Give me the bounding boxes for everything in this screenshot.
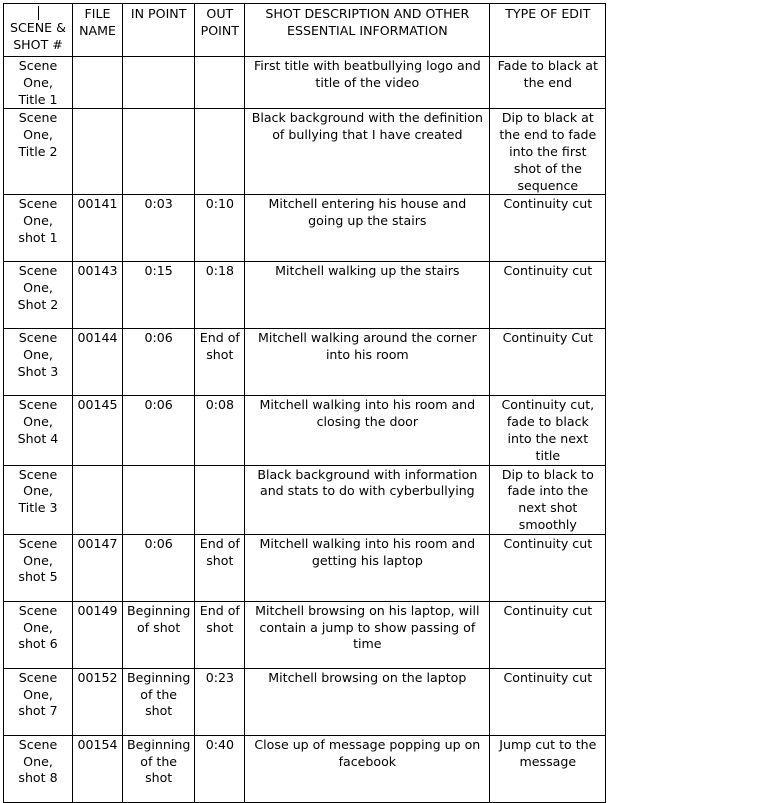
table-row xyxy=(4,735,606,802)
cell-scene: Scene One, Title 1 xyxy=(4,57,73,109)
table-row xyxy=(4,109,606,195)
cell-type-of-edit: Continuity cut xyxy=(490,195,606,262)
cell-file-name: 00143 xyxy=(73,262,123,329)
table-row xyxy=(4,57,606,109)
cell-scene: Scene One, Title 3 xyxy=(4,465,73,534)
cell-type-of-edit: Jump cut to the message xyxy=(490,735,606,802)
cell-scene: Scene One, Shot 3 xyxy=(4,329,73,396)
cell-scene: Scene One, shot 7 xyxy=(4,668,73,735)
cell-file-name: 00152 xyxy=(73,668,123,735)
header-shot-description: SHOT DESCRIPTION AND OTHER ESSENTIAL INFORMATION xyxy=(245,4,490,57)
cell-out-point: 0:40 xyxy=(195,735,245,802)
header-scene-label: SCENE & SHOT # xyxy=(10,20,66,52)
cell-type-of-edit: Dip to black at the end to fade into the first shot of the sequence xyxy=(490,109,606,195)
cell-description: Mitchell walking around the corner into his room xyxy=(245,329,490,396)
cell-scene: Scene One, Shot 2 xyxy=(4,262,73,329)
table-row xyxy=(4,668,606,735)
cell-description: Black background with information and stats to do with cyberbullying xyxy=(245,465,490,534)
cell-scene: Scene One, Title 2 xyxy=(4,109,73,195)
cell-out-point: 0:08 xyxy=(195,396,245,465)
table-row xyxy=(4,262,606,329)
cell-scene: Scene One, shot 5 xyxy=(4,534,73,601)
table-row xyxy=(4,329,606,396)
cell-file-name: 00144 xyxy=(73,329,123,396)
header-scene xyxy=(4,4,73,57)
cell-description: Mitchell browsing on the laptop xyxy=(245,668,490,735)
cell-in-point: 0:15 xyxy=(123,262,195,329)
cell-description: Mitchell walking into his room and getting his laptop xyxy=(245,534,490,601)
cell-description: Close up of message popping up on facebook xyxy=(245,735,490,802)
cell-file-name xyxy=(73,57,123,109)
cell-file-name: 00147 xyxy=(73,534,123,601)
cell-description: First title with beatbullying logo and title of the video xyxy=(245,57,490,109)
cell-type-of-edit: Fade to black at the end xyxy=(490,57,606,109)
header-in-point: IN POINT xyxy=(123,4,195,57)
cell-description: Black background with the definition of bullying that I have created xyxy=(245,109,490,195)
cell-in-point xyxy=(123,465,195,534)
cell-file-name: 00149 xyxy=(73,601,123,668)
cell-file-name: 00154 xyxy=(73,735,123,802)
cell-out-point: End of shot xyxy=(195,329,245,396)
header-row xyxy=(4,4,606,57)
cell-out-point: End of shot xyxy=(195,601,245,668)
cell-in-point: 0:06 xyxy=(123,534,195,601)
cell-out-point: End of shot xyxy=(195,534,245,601)
cell-scene: Scene One, shot 1 xyxy=(4,195,73,262)
cell-type-of-edit: Continuity cut, fade to black into the next title xyxy=(490,396,606,465)
cell-file-name: 00141 xyxy=(73,195,123,262)
table-row xyxy=(4,534,606,601)
cell-type-of-edit: Continuity Cut xyxy=(490,329,606,396)
table-row xyxy=(4,465,606,534)
cell-file-name: 00145 xyxy=(73,396,123,465)
cell-scene: Scene One, shot 8 xyxy=(4,735,73,802)
cell-in-point: 0:06 xyxy=(123,329,195,396)
cell-scene: Scene One, shot 6 xyxy=(4,601,73,668)
header-type-of-edit: TYPE OF EDIT xyxy=(490,4,606,57)
cell-type-of-edit: Continuity cut xyxy=(490,262,606,329)
table-row xyxy=(4,601,606,668)
table-row xyxy=(4,195,606,262)
cell-type-of-edit: Dip to black to fade into the next shot smoothly xyxy=(490,465,606,534)
header-out-point: OUT POINT xyxy=(195,4,245,57)
cell-file-name xyxy=(73,465,123,534)
cell-in-point: 0:03 xyxy=(123,195,195,262)
cell-out-point: 0:23 xyxy=(195,668,245,735)
cell-out-point: 0:10 xyxy=(195,195,245,262)
cell-out-point xyxy=(195,465,245,534)
cell-type-of-edit: Continuity cut xyxy=(490,534,606,601)
cell-description: Mitchell walking into his room and closing the door xyxy=(245,396,490,465)
cell-type-of-edit: Continuity cut xyxy=(490,601,606,668)
cell-out-point xyxy=(195,109,245,195)
table-row xyxy=(4,396,606,465)
text-cursor-mark xyxy=(38,6,39,20)
cell-in-point: Beginning of the shot xyxy=(123,668,195,735)
cell-out-point xyxy=(195,57,245,109)
cell-description: Mitchell walking up the stairs xyxy=(245,262,490,329)
cell-in-point: 0:06 xyxy=(123,396,195,465)
header-file-name: FILE NAME xyxy=(73,4,123,57)
cell-in-point xyxy=(123,57,195,109)
cell-in-point: Beginning of the shot xyxy=(123,735,195,802)
cell-file-name xyxy=(73,109,123,195)
cell-type-of-edit: Continuity cut xyxy=(490,668,606,735)
cell-in-point: Beginning of shot xyxy=(123,601,195,668)
cell-in-point xyxy=(123,109,195,195)
cell-scene: Scene One, Shot 4 xyxy=(4,396,73,465)
cell-description: Mitchell entering his house and going up the stairs xyxy=(245,195,490,262)
cell-description: Mitchell browsing on his laptop, will contain a jump to show passing of time xyxy=(245,601,490,668)
shot-list-document xyxy=(3,3,606,803)
cell-out-point: 0:18 xyxy=(195,262,245,329)
shot-list-table xyxy=(3,3,606,803)
